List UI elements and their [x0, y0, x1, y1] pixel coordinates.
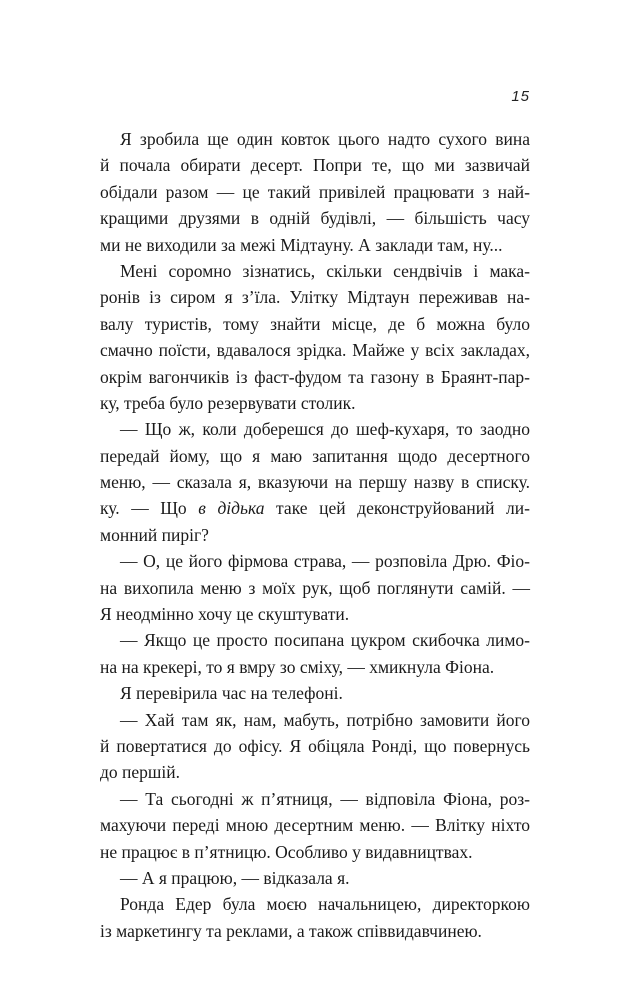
text-line: не працює в п’ятницю. Особливо у видавництвах.	[100, 841, 473, 862]
text-line: — Якщо це просто посипана цукром скибочка лимо-	[120, 630, 530, 651]
text-line: на на крекері, то я вмру зо сміху, — хмикнула Фіона.	[100, 656, 495, 677]
text-line: Мені соромно зізнатись, скільки сендвічів і мака-	[120, 260, 530, 281]
text-line: махуючи переді мною десертним меню. — Влітку ніхто	[100, 815, 530, 836]
text-line: ку. — Що в дідька таке цей деконструйований ли-	[100, 498, 530, 519]
text-line: Я перевірила час на телефоні.	[120, 683, 343, 704]
text-line: — А я працюю, — відказала я.	[120, 867, 350, 888]
page-number: 15	[511, 88, 530, 105]
text-line: смачно поїсти, вдавалося зрідка. Майже у всіх закладах,	[100, 340, 530, 361]
text-line: передай йому, що я маю запитання щодо десертного	[100, 445, 530, 466]
text-line: Я зробила ще один ковток цього надто сухого вина	[120, 129, 530, 149]
text-line: на вихопила меню з моїх рук, щоб поглянути самій. —	[100, 577, 530, 598]
text-line: — О, це його фірмова страва, — розповіла Дрю. Фіо-	[120, 551, 530, 572]
text-line: до першій.	[100, 762, 180, 783]
text-line: — Та сьогодні ж п’ятниця, — відповіла Фіона, роз-	[120, 788, 530, 809]
text-line: ронів із сиром я з’їла. Улітку Мідтаун переживав на-	[100, 287, 530, 308]
text-line: Я неодмінно хочу це скуштувати.	[100, 604, 350, 625]
text-line: й почала обирати десерт. Попри те, що ми зазвичай	[100, 155, 530, 176]
text-line: ми не виходили за межі Мідтауну. А заклади там, ну...	[100, 234, 503, 255]
text-line: Ронда Едер була моєю начальницею, директоркою	[120, 894, 530, 915]
text-line: — Що ж, коли доберешся до шеф-кухаря, то заодно	[120, 419, 530, 440]
body-text	[100, 126, 530, 944]
text-line: меню, — сказала я, вказуючи на першу назву в списку.	[100, 472, 530, 493]
text-line: кращими друзями в одній будівлі, — більшість часу	[100, 208, 530, 229]
text-line: обідали разом — це такий привілей працювати з най-	[100, 181, 530, 202]
text-line: ку, треба було резервувати столик.	[100, 392, 356, 413]
text-line: — Хай там як, нам, мабуть, потрібно замовити його	[120, 709, 530, 730]
text-line: й повертатися до офісу. Я обіцяла Ронді, що повернусь	[100, 735, 530, 756]
text-line: із маркетингу та реклами, а також співвидавчинею.	[100, 920, 482, 941]
text-line: окрім вагончиків із фаст-фудом та газону в Браянт-пар-	[100, 366, 530, 387]
text-line: валу туристів, тому знайти місце, де б можна було	[100, 313, 530, 334]
text-line: монний пиріг?	[100, 524, 209, 545]
